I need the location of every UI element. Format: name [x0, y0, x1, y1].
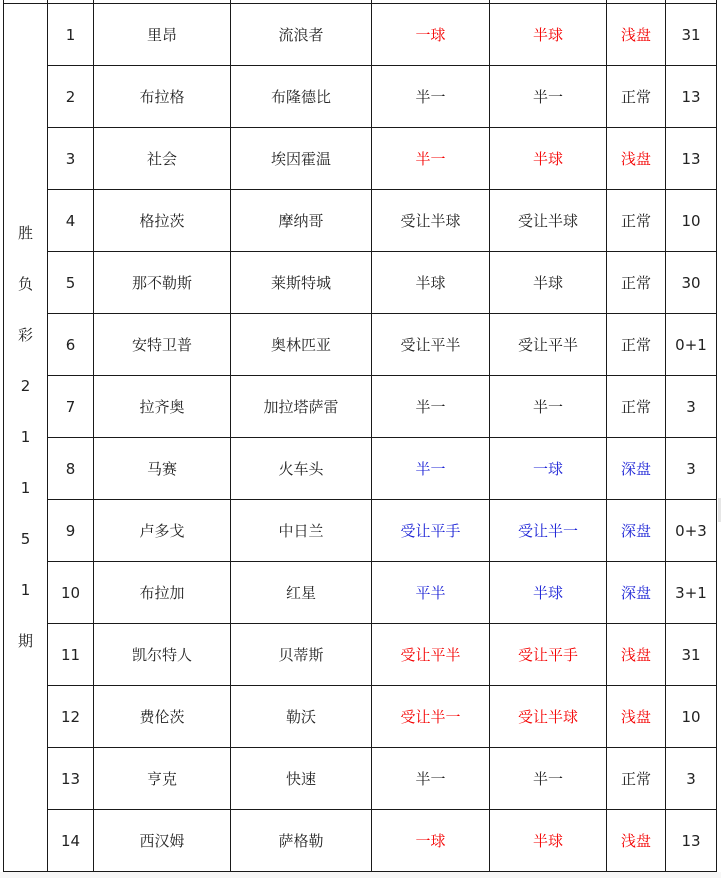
away-team-cell[interactable]: 加拉塔萨雷 [231, 376, 372, 438]
history-result-cell[interactable]: 0+3 [666, 500, 717, 562]
period-label-stack [4, 208, 47, 667]
handicap-type-cell[interactable]: 浅盘 [607, 624, 666, 686]
away-team-cell[interactable]: 火车头 [231, 438, 372, 500]
opening-handicap-cell[interactable]: 受让半一 [372, 686, 490, 748]
handicap-type-cell[interactable]: 正常 [607, 314, 666, 376]
handicap-type-cell[interactable]: 浅盘 [607, 128, 666, 190]
handicap-type-cell[interactable]: 正常 [607, 376, 666, 438]
opening-handicap-cell[interactable]: 受让平半 [372, 314, 490, 376]
opening-handicap-cell[interactable]: 平半 [372, 562, 490, 624]
away-team-cell[interactable]: 埃因霍温 [231, 128, 372, 190]
history-result-cell[interactable]: 3 [666, 376, 717, 438]
lottery-table [3, 0, 717, 872]
home-team-cell[interactable]: 卢多戈 [94, 500, 231, 562]
sheet-bottom-edge [0, 872, 721, 878]
closing-handicap-cell[interactable]: 半一 [490, 748, 607, 810]
closing-handicap-cell[interactable]: 受让平手 [490, 624, 607, 686]
table-row [4, 314, 717, 376]
match-number-cell[interactable]: 13 [48, 748, 94, 810]
table-row [4, 190, 717, 252]
opening-handicap-cell[interactable]: 受让平手 [372, 500, 490, 562]
table-row [4, 624, 717, 686]
opening-handicap-cell[interactable]: 半一 [372, 438, 490, 500]
closing-handicap-cell[interactable]: 半球 [490, 562, 607, 624]
closing-handicap-cell[interactable]: 受让半球 [490, 686, 607, 748]
handicap-type-cell[interactable]: 正常 [607, 190, 666, 252]
closing-handicap-cell[interactable]: 半球 [490, 252, 607, 314]
table-row [4, 128, 717, 190]
history-result-cell[interactable]: 0+1 [666, 314, 717, 376]
home-team-cell[interactable]: 社会 [94, 128, 231, 190]
opening-handicap-cell[interactable]: 半一 [372, 748, 490, 810]
handicap-type-cell[interactable]: 正常 [607, 66, 666, 128]
history-result-cell[interactable]: 3 [666, 748, 717, 810]
closing-handicap-cell[interactable]: 半球 [490, 810, 607, 872]
opening-handicap-cell[interactable]: 半一 [372, 376, 490, 438]
match-number-cell[interactable]: 5 [48, 252, 94, 314]
history-result-cell[interactable]: 30 [666, 252, 717, 314]
match-number-cell[interactable]: 3 [48, 128, 94, 190]
history-result-cell[interactable]: 13 [666, 66, 717, 128]
table-row [4, 810, 717, 872]
match-number-cell[interactable]: 9 [48, 500, 94, 562]
home-team-cell[interactable]: 拉齐奥 [94, 376, 231, 438]
period-label [4, 4, 48, 872]
period-label-char: 1 [20, 428, 31, 446]
away-team-cell[interactable]: 奥林匹亚 [231, 314, 372, 376]
handicap-type-cell[interactable]: 深盘 [607, 438, 666, 500]
home-team-cell[interactable]: 那不勒斯 [94, 252, 231, 314]
period-label-char: 1 [20, 581, 31, 599]
handicap-type-cell[interactable]: 浅盘 [607, 686, 666, 748]
opening-handicap-cell[interactable]: 受让平半 [372, 624, 490, 686]
table-row [4, 4, 717, 66]
history-result-cell[interactable]: 10 [666, 190, 717, 252]
handicap-type-cell[interactable]: 浅盘 [607, 810, 666, 872]
away-team-cell[interactable]: 摩纳哥 [231, 190, 372, 252]
history-result-cell[interactable]: 3+1 [666, 562, 717, 624]
match-number-cell[interactable]: 4 [48, 190, 94, 252]
opening-handicap-cell[interactable]: 受让半球 [372, 190, 490, 252]
history-result-cell[interactable]: 31 [666, 4, 717, 66]
table-row [4, 438, 717, 500]
history-result-cell[interactable]: 3 [666, 438, 717, 500]
handicap-type-cell[interactable]: 深盘 [607, 500, 666, 562]
handicap-type-cell[interactable]: 浅盘 [607, 4, 666, 66]
closing-handicap-cell[interactable]: 受让平半 [490, 314, 607, 376]
closing-handicap-cell[interactable]: 受让半球 [490, 190, 607, 252]
table-row [4, 500, 717, 562]
match-number-cell[interactable]: 8 [48, 438, 94, 500]
period-label-char: 期 [17, 632, 33, 650]
closing-handicap-cell[interactable]: 半一 [490, 376, 607, 438]
home-team-cell[interactable]: 安特卫普 [94, 314, 231, 376]
away-team-cell[interactable]: 萨格勒 [231, 810, 372, 872]
closing-handicap-cell[interactable]: 半球 [490, 128, 607, 190]
away-team-cell[interactable]: 布隆德比 [231, 66, 372, 128]
table-row [4, 66, 717, 128]
match-number-cell[interactable]: 11 [48, 624, 94, 686]
period-label-char: 胜 [17, 224, 33, 242]
home-team-cell[interactable]: 布拉加 [94, 562, 231, 624]
match-number-cell[interactable]: 12 [48, 686, 94, 748]
closing-handicap-cell[interactable]: 受让半一 [490, 500, 607, 562]
match-number-cell[interactable]: 6 [48, 314, 94, 376]
match-number-cell[interactable]: 2 [48, 66, 94, 128]
handicap-type-cell[interactable]: 深盘 [607, 562, 666, 624]
table-row [4, 252, 717, 314]
table-body [4, 0, 717, 872]
away-team-cell[interactable]: 红星 [231, 562, 372, 624]
period-label-char: 负 [17, 275, 33, 293]
match-number-cell[interactable]: 14 [48, 810, 94, 872]
away-team-cell[interactable]: 勒沃 [231, 686, 372, 748]
away-team-cell[interactable]: 莱斯特城 [231, 252, 372, 314]
away-team-cell[interactable]: 快速 [231, 748, 372, 810]
period-label-char: 5 [20, 530, 31, 548]
period-label-char: 1 [20, 479, 31, 497]
table-row [4, 686, 717, 748]
closing-handicap-cell[interactable]: 一球 [490, 438, 607, 500]
table-row [4, 376, 717, 438]
opening-handicap-cell[interactable]: 半球 [372, 252, 490, 314]
home-team-cell[interactable]: 费伦茨 [94, 686, 231, 748]
away-team-cell[interactable]: 流浪者 [231, 4, 372, 66]
period-label-char: 彩 [17, 326, 33, 344]
history-result-cell[interactable]: 31 [666, 624, 717, 686]
match-number-cell[interactable]: 10 [48, 562, 94, 624]
home-team-cell[interactable]: 亨克 [94, 748, 231, 810]
opening-handicap-cell[interactable]: 一球 [372, 810, 490, 872]
handicap-type-cell[interactable]: 正常 [607, 748, 666, 810]
away-team-cell[interactable]: 贝蒂斯 [231, 624, 372, 686]
home-team-cell[interactable]: 西汉姆 [94, 810, 231, 872]
match-number-cell[interactable]: 7 [48, 376, 94, 438]
home-team-cell[interactable]: 格拉茨 [94, 190, 231, 252]
opening-handicap-cell[interactable]: 半一 [372, 66, 490, 128]
home-team-cell[interactable]: 凯尔特人 [94, 624, 231, 686]
away-team-cell[interactable]: 中日兰 [231, 500, 372, 562]
opening-handicap-cell[interactable]: 一球 [372, 4, 490, 66]
history-result-cell[interactable]: 10 [666, 686, 717, 748]
match-number-cell[interactable]: 1 [48, 4, 94, 66]
history-result-cell[interactable]: 13 [666, 810, 717, 872]
handicap-type-cell[interactable]: 正常 [607, 252, 666, 314]
home-team-cell[interactable]: 马赛 [94, 438, 231, 500]
table-row [4, 748, 717, 810]
history-result-cell[interactable]: 13 [666, 128, 717, 190]
table-row [4, 562, 717, 624]
home-team-cell[interactable]: 布拉格 [94, 66, 231, 128]
closing-handicap-cell[interactable]: 半球 [490, 4, 607, 66]
home-team-cell[interactable]: 里昂 [94, 4, 231, 66]
closing-handicap-cell[interactable]: 半一 [490, 66, 607, 128]
opening-handicap-cell[interactable]: 半一 [372, 128, 490, 190]
period-label-char: 2 [20, 377, 31, 395]
